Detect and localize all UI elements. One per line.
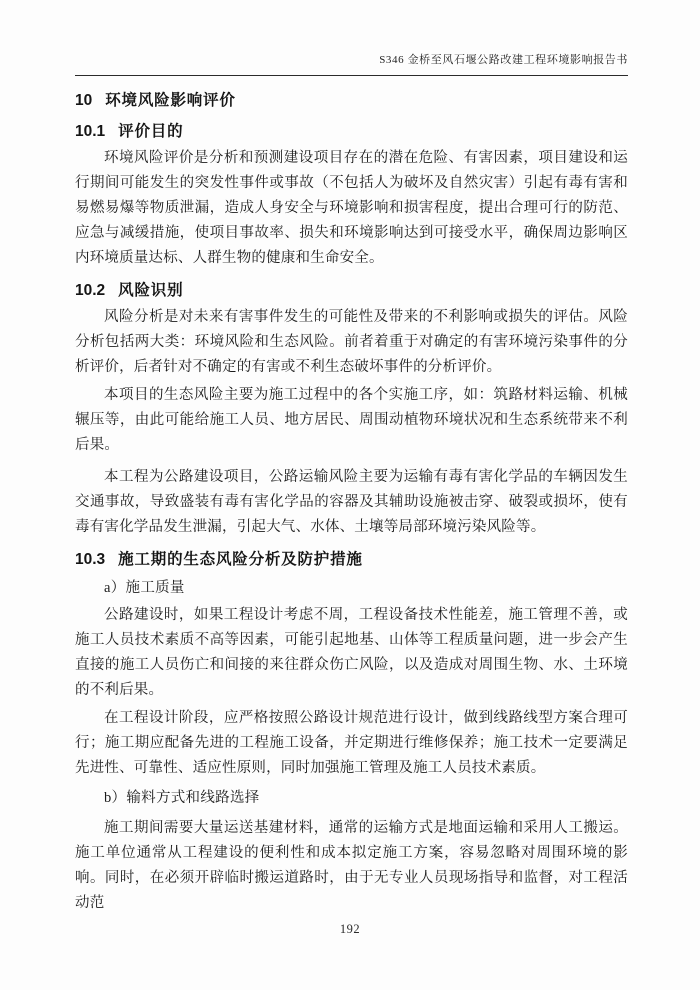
page-header	[75, 53, 628, 76]
paragraph: 在工程设计阶段，应严格按照公路设计规范进行设计，做到线路线型方案合理可行；施工期应配备先进的工程施工设备，并定期进行维修保养；施工技术一定要满足先进性、可靠性、适应性原则，同时加强施工管理及施工人员技术素质。	[75, 710, 628, 776]
section-10-1-heading	[75, 121, 628, 143]
section-10-heading	[75, 90, 628, 112]
header-title: S346 金桥至风石堰公路改建工程环境影响报告书	[379, 54, 628, 66]
paragraph: 本项目的生态风险主要为施工过程中的各个实施工序，如：筑路材料运输、机械辗压等，由此可能给施工人员、地方居民、周围动植物环境状况和生态系统带来不利后果。	[75, 387, 628, 453]
paragraph: 本工程为公路建设项目，公路运输风险主要为运输有毒有害化学品的车辆因发生交通事故，导致盛装有毒有害化学品的容器及其辅助设施被击穿、破裂或损坏，使有毒有害化学品发生泄漏，引起大气、水体、土壤等局部环境污染风险等。	[75, 469, 628, 535]
paragraph: 风险分析是对未来有害事件发生的可能性及带来的不利影响或损失的评估。风险分析包括两大类：环境风险和生态风险。前者着重于对确定的有害环境污染事件的分析评价，后者针对不确定的有害或不利生态破坏事件的分析评价。	[75, 309, 628, 375]
paragraph: 公路建设时，如果工程设计考虑不周，工程设备技术性能差，施工管理不善，或施工人员技术素质不高等因素，可能引起地基、山体等工程质量问题，进一步会产生直接的施工人员伤亡和间接的来往群众伤亡风险，以及造成对周围生物、水、土环境的不利后果。	[75, 607, 628, 698]
section-10-3-heading	[75, 549, 628, 571]
section-10-3-title: 施工期的生态风险分析及防护措施	[118, 551, 363, 568]
page-number: 192	[339, 922, 361, 936]
section-10-2-heading	[75, 280, 628, 302]
section-10-3-number: 10.3	[75, 551, 106, 568]
paragraph: 施工期间需要大量运送基建材料，通常的运输方式是地面运输和采用人工搬运。施工单位通常从工程建设的便利性和成本拟定施工方案，容易忽略对周围环境的影响。同时，在必须开辟临时搬运道路时，由于无专业人员现场指导和监督，对工程活动范	[75, 820, 628, 911]
list-item-a: a）施工质量	[104, 580, 185, 596]
paragraph: 环境风险评价是分析和预测建设项目存在的潜在危险、有害因素，项目建设和运行期间可能发生的突发性事件或事故（不包括人为破坏及自然灾害）引起有毒有害和易燃易爆等物质泄漏，造成人身安全与环境影响和损害程度，提出合理可行的防范、应急与减缓措施，使项目事故率、损失和环境影响达到可接受水平，确保周边影响区内环境质量达标、人群生物的健康和生命安全。	[75, 150, 628, 266]
section-10-1-number: 10.1	[75, 123, 106, 140]
section-10-number: 10	[75, 92, 93, 109]
section-10-2-number: 10.2	[75, 282, 106, 299]
list-item-b: b）输料方式和线路选择	[104, 790, 260, 806]
section-10-title: 环境风险影响评价	[105, 92, 236, 109]
section-10-2-title: 风险识别	[118, 282, 184, 299]
section-10-1-title: 评价目的	[118, 123, 184, 140]
